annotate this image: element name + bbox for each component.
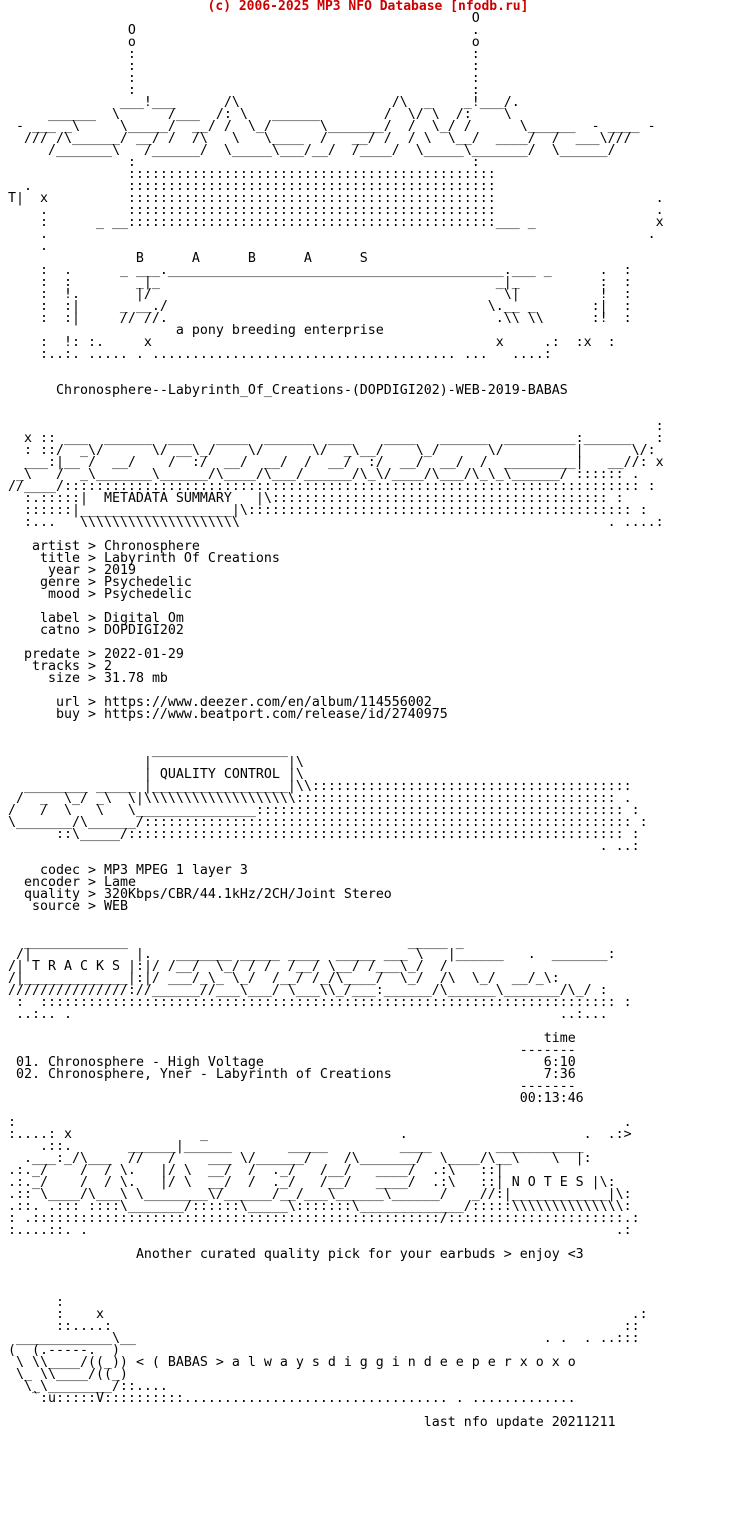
quality-title-line: | QUALITY CONTROL |\	[8, 767, 304, 782]
metadata-value: 2022-01-29	[103, 647, 184, 662]
metadata-row: year > 2019	[8, 563, 136, 578]
metadata-value: Digital Om	[103, 611, 184, 626]
notes-art-bottom: .:: \____/\___\ \________\/______/__/___\______\______/ _//:|____________|\: .::. .::: ::::\_______/::::::\_____\:::::::\_____________/:::::\\\\\\\\\\\\\\: : .:::::::::::::::::::::::::::::::::::::::::::::::::::/::::::::::::::::::::::.: :....::. . .:	[8, 1187, 640, 1238]
track-time: 6:10	[543, 1055, 576, 1070]
metadata-label: buy	[8, 707, 80, 722]
quality-row: encoder > Lame	[8, 875, 136, 890]
metadata-label: year	[8, 563, 80, 578]
metadata-row: buy > https://www.beatport.com/release/id/2740975	[8, 707, 448, 722]
quality-art-bottom: ________ _____ |_________________|\\:::::::::::::::::::::::::::::::::::::::: / _ \_/ _\ \|\\\\\\\\\\\\\\\\\\\:::::::::::::::::::::::::::::::::::::::: . / / \ \ \_______________:::::::::::::::::::::::::::::::::::::::::::::: : \_______/\______/::::::::::::::::::::::::::::::::::::::::::::::::::::::::::::: : ::\_____/:::::::::::::::::::::::::::::::::::::::::::::::::::::::::::::: : . ..:	[8, 779, 648, 854]
metadata-value: DOPDIGI202	[103, 623, 184, 638]
quality-label: quality	[8, 887, 80, 902]
notes-text: Another curated quality pick for your earbuds > enjoy <3	[135, 1247, 584, 1262]
footer-art-bottom: \_ \\____/((_) \_\________/::.... `:u:::::V::::::::::................................. . .............	[15, 1367, 576, 1406]
notes-art-top: : . :....: x _ . . .:> .::. ______|______ _____ ____ ___________ .___:_/\___ // / ___ \/______/ /\_______/ \____/\__\ \ |: .:._/ / / \. |/ \ __/ / ._/ /__/ ____/ .:\ ::|	[8, 1115, 632, 1178]
footer-art-top: : : x .: ::....: :: ____________\__ . . . ..::: ( (.-----. )	[8, 1295, 648, 1358]
metadata-value: Chronosphere	[103, 539, 200, 554]
quality-value: 320Kbps/CBR/44.1kHz/2CH/Joint Stereo	[103, 887, 392, 902]
tracks-art-top: _____________ _____ _ /| |. _______ _____ ____ _____ ___ \ |______ . _______:	[15, 935, 616, 962]
quality-value: MP3 MPEG 1 layer 3	[103, 863, 248, 878]
quality-value: WEB	[103, 899, 128, 914]
quality-label: codec	[8, 863, 80, 878]
metadata-row: url > https://www.deezer.com/en/album/114556002	[8, 695, 432, 710]
quality-value: Lame	[103, 875, 136, 890]
metadata-rule: ::::::|___________________|\:::::::::::::::::::::::::::::::::::::::::::::::: : :... \\\\\\\\\\\\\\\\\\\\ . ....:	[23, 503, 664, 530]
metadata-value: Psychedelic	[103, 575, 192, 590]
metadata-row: mood > Psychedelic	[8, 587, 192, 602]
tracks-title: T R A C K S	[32, 959, 120, 974]
metadata-value: Labyrinth Of Creations	[103, 551, 280, 566]
quality-title: QUALITY CONTROL	[159, 767, 280, 782]
quality-label: encoder	[8, 875, 80, 890]
metadata-title-line: :.:::::| METADATA SUMMARY |\:::::::::::::::::::::::::::::::::::::::::: :	[8, 491, 624, 506]
metadata-value: 2019	[103, 563, 136, 578]
metadata-label: url	[8, 695, 80, 710]
metadata-value: https://www.beatport.com/release/id/2740975	[103, 707, 448, 722]
metadata-label: genre	[8, 575, 80, 590]
metadata-label: title	[8, 551, 80, 566]
footer-motto-line: \ \\____/((_)) < ( BABAS > a l w a y s d i g g i n d e e p e r x o x o	[8, 1355, 576, 1370]
tracks-total-line	[8, 1093, 664, 1105]
metadata-label: predate	[8, 647, 80, 662]
tracks-title-line: /| T R A C K S |:|/ /__/ \_/ / / /__/ \__/ /___\_/ /	[8, 959, 448, 974]
quality-row: source > WEB	[8, 899, 128, 914]
metadata-list	[8, 541, 664, 721]
tagline: a pony breeding enterprise	[175, 323, 384, 338]
metadata-label: mood	[8, 587, 80, 602]
logo-frame-top: : . _ ___.__________________________________________.___ _ . : : : _|_ _|_ : : : !. |/ \| ! : : :| _ __./ \.__ _ :| : : :| // //. .\\ \\ :! :	[39, 263, 632, 326]
tracks-header-rule: -------	[519, 1043, 576, 1058]
quality-list	[8, 865, 664, 913]
tracks-time-header: time	[543, 1031, 576, 1046]
release-name: Chronosphere--Labyrinth_Of_Creations-(DOPDIGI202)-WEB-2019-BABAS	[55, 383, 568, 398]
track-time: 7:36	[543, 1067, 576, 1082]
track-number: 02.	[16, 1067, 40, 1082]
metadata-label: label	[8, 611, 80, 626]
metadata-title: METADATA SUMMARY	[103, 491, 232, 506]
notes-text-line	[8, 1249, 664, 1261]
track-title: Chronosphere - High Voltage	[48, 1055, 264, 1070]
site-banner-text: (c) 2006-2025 MP3 NFO Database [nfodb.ru]	[207, 0, 529, 14]
metadata-label: catno	[8, 623, 80, 638]
metadata-row: size > 31.78 mb	[8, 671, 168, 686]
notes-title: N O T E S	[511, 1175, 584, 1190]
metadata-value: Psychedelic	[103, 587, 192, 602]
metadata-art: : x :: ___ ______ ___ ____ ______ ___ ____ ______ _________:______ : : ::/ _\/ \/ __\_/ \/ \/ _\__/ \_/ \/ | \/: ___:|__ / __/ / :/ __/ __/ / __/ :/ __/ __/ / _________| __//: x _\ / _\_______\______/\____/\___/______/\_\/____/\___/\_\_\______/ :::::: . //____/:::::::::::::::::::::::::::::::::::::::::::::::::::::::::::::::::::::::: :	[8, 419, 664, 494]
metadata-label: tracks	[8, 659, 80, 674]
metadata-label: artist	[8, 539, 80, 554]
metadata-row: title > Labyrinth Of Creations	[8, 551, 280, 566]
footer-motto: < ( BABAS > a l w a y s d i g g i n d e e p e r x o x o	[135, 1355, 576, 1370]
track-number: 01.	[16, 1055, 40, 1070]
metadata-label: size	[8, 671, 80, 686]
metadata-value: 31.78 mb	[103, 671, 168, 686]
quality-art-top: _________________ | |\	[143, 743, 304, 770]
tracks-art-bottom: /|_____________|:|/ ___/_\_ \_/ /__/ /_/\____/ \_/ /\ \_/ __/_\: ///////////////://______//___\___/ \___\\_/___:______/\______\_______/\_/ : : :::::::::::::::::::::::::::::::::::::::::::::::::::::::::::::::::::::::: : ..:.. . ..:...	[8, 971, 632, 1022]
nfo-document	[8, 13, 664, 1429]
quality-row: quality > 320Kbps/CBR/44.1kHz/2CH/Joint Stereo	[8, 887, 392, 902]
track-list	[8, 1057, 664, 1081]
notes-title-line: .:._/ / / \. |/ \ __/ / ._/ /__/ ____/ .:\ ::| N O T E S |\:	[8, 1175, 616, 1190]
metadata-row: genre > Psychedelic	[8, 575, 192, 590]
last-update-line	[8, 1417, 664, 1429]
metadata-value: 2	[103, 659, 112, 674]
crew-letters: B A B A S	[8, 251, 368, 266]
quality-label: source	[8, 899, 80, 914]
metadata-row: artist > Chronosphere	[8, 539, 200, 554]
tracks-total-rule: -------	[519, 1079, 576, 1094]
tracks-total-time: 00:13:46	[519, 1091, 584, 1106]
metadata-row: label > Digital Om	[8, 611, 184, 626]
metadata-row: catno > DOPDIGI202	[8, 623, 184, 638]
metadata-value: https://www.deezer.com/en/album/114556002	[103, 695, 432, 710]
logo-frame-bottom: : !: :. x x .: :x : :..:. ..... . ...................................... ... ....:	[39, 335, 616, 362]
track-title: Chronosphere, Yner - Labyrinth of Creations	[48, 1067, 392, 1082]
quality-row: codec > MP3 MPEG 1 layer 3	[8, 863, 248, 878]
release-name-line	[8, 385, 664, 397]
last-update: last nfo update 20211211	[423, 1415, 616, 1430]
babas-logo-art: O O . o o : : : : : : : : ___!___ /\ /\ _ _!___/. ______ \ /___ /: \ ______ / \/ \ /: \ - ___ _\ \_____/ __/ / \_/ \_______/ / \_/ / \______ - ____ - /// /\______/ __/ / /\ \ \____ / __/ / / \ \__/ ____/ / ___\/// /_______\ /______/ \_____\___/__/ /____/ \_____\_______/ \______/ : : :::::::::::::::::::::::::::::::::::::::::::::: . :::::::::::::::::::::::::::::::::::::::::::::: T| x :::::::::::::::::::::::::::::::::::::::::::::: . . :::::::::::::::::::::::::::::::::::::::::::::: . : _ __::::::::::::::::::::::::::::::::::::::::::::::___ _ x . . .	[8, 11, 664, 254]
metadata-row: tracks > 2	[8, 659, 112, 674]
metadata-row: predate > 2022-01-29	[8, 647, 184, 662]
